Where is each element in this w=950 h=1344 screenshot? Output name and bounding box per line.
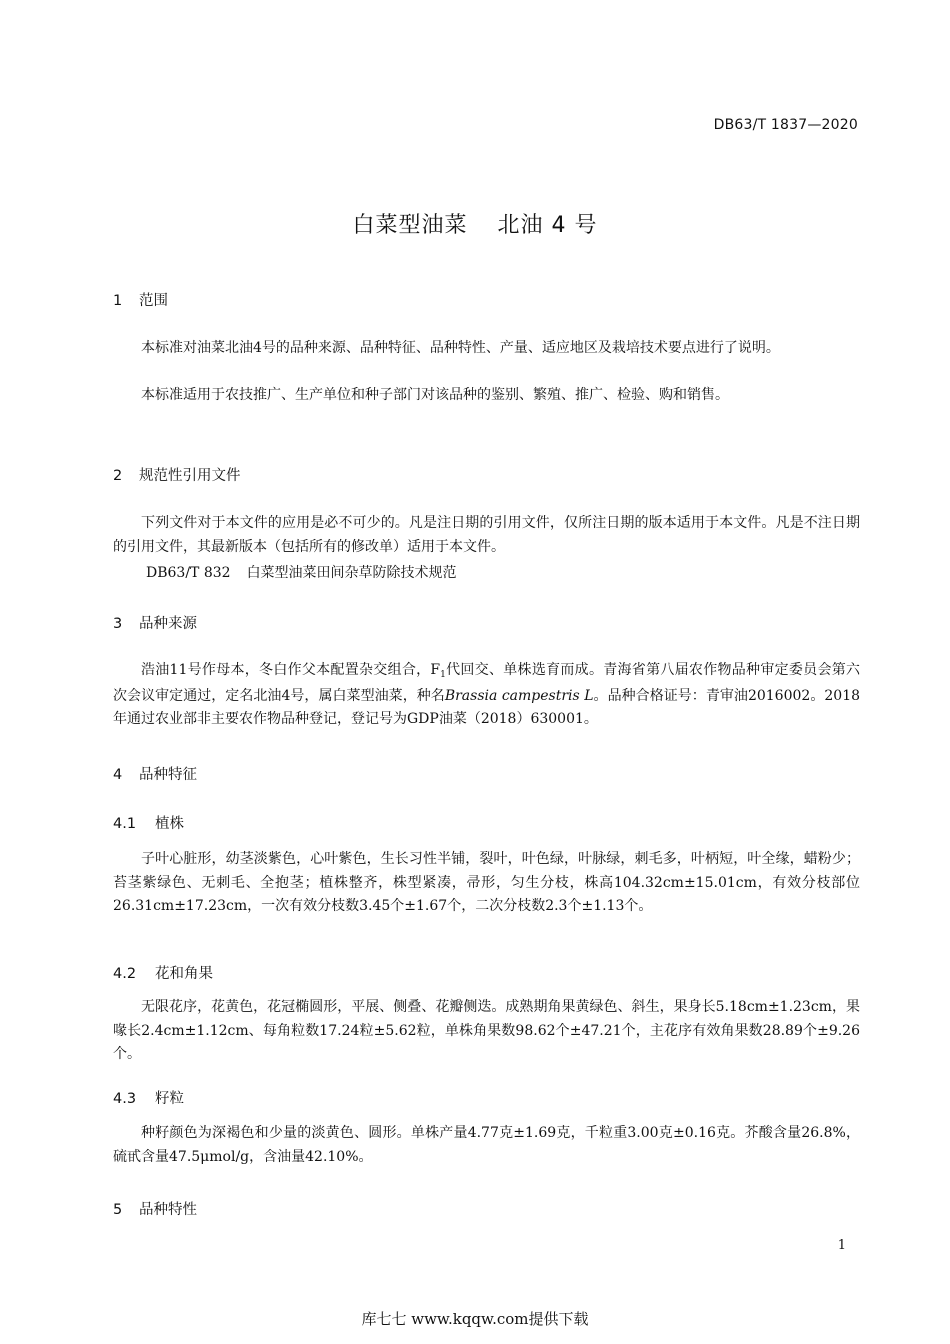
- section-title: 品种特性: [139, 1202, 197, 1218]
- document-title: [0, 208, 950, 239]
- title-part-1: 白菜型油菜: [352, 213, 468, 238]
- subsection-4-1-paragraph: 子叶心脏形，幼茎淡紫色，心叶紫色，生长习性半铺，裂叶，叶色绿，叶脉绿，刺毛多，叶柄短，叶全缘，蜡粉少；苔茎紫绿色、无刺毛、全抱茎；植株整齐，株型紧凑，帚形，匀生分枝，株高104.32cm±15.01cm，有效分枝部位26.31cm±17.23cm，一次有效分枝数3.45个±1.67个，二次分枝数2.3个±1.13个。: [113, 851, 860, 914]
- subsection-4-3-heading: [113, 1087, 184, 1108]
- subsection-4-1-heading: [113, 812, 184, 833]
- text-run: 。品种合格证号：青审油2016002。2018年通过农业部非主要农作物品种登记，登记号为GDP油菜（2018）630001。: [113, 687, 861, 727]
- section-title: 品种特征: [139, 767, 197, 783]
- section-2-paragraph: 下列文件对于本文件的应用是必不可少的。凡是注日期的引用文件，仅所注日期的版本适用于本文件。凡是不注日期的引用文件，其最新版本（包括所有的修改单）适用于本文件。: [113, 515, 860, 555]
- normative-reference: [146, 562, 457, 582]
- latin-species-name: Brassia campestris L: [444, 687, 594, 704]
- reference-title: 白菜型油菜田间杂草防除技术规范: [246, 565, 457, 581]
- subsection-number: 4.2: [113, 966, 137, 982]
- subscript: 1: [440, 670, 446, 680]
- subsection-title: 花和角果: [155, 966, 213, 982]
- subsection-4-2-paragraph: 无限花序，花黄色，花冠椭圆形，平展、侧叠、花瓣侧迭。成熟期角果黄绿色、斜生，果身长5.18cm±1.23cm，果喙长2.4cm±1.12cm、每角粒数17.24粒±5.62粒，单株角果数98.62个±47.21个，主花序有效角果数28.89个±9.26个。: [113, 999, 860, 1062]
- standard-number: DB63/T 1837—2020: [713, 117, 858, 133]
- reference-code: DB63/T 832: [146, 565, 231, 581]
- section-number: 4: [113, 767, 123, 783]
- download-footer: 库七七 www.kqqw.com提供下载: [361, 1310, 589, 1328]
- section-2-heading: [113, 464, 241, 485]
- section-number: 3: [113, 616, 123, 632]
- section-3-paragraph: [113, 659, 860, 732]
- section-1-heading: [113, 289, 168, 310]
- page-number: 1: [837, 1238, 846, 1253]
- text-run: 代回交、单株选育而成。青海省第八届农作物品种审定委员会第六次会议审定通过，定名北油4号，属白菜型油菜，种名: [113, 662, 861, 704]
- section-1-paragraph-2: 本标准适用于农技推广、生产单位和种子部门对该品种的鉴别、繁殖、推广、检验、购和销售。: [141, 387, 729, 403]
- subsection-4-2-heading: [113, 962, 213, 983]
- section-4-heading: [113, 763, 197, 784]
- section-5-heading: [113, 1198, 197, 1219]
- section-title: 品种来源: [139, 616, 197, 632]
- text-run: 浩油11号作母本，冬白作父本配置杂交组合，F: [141, 662, 441, 678]
- subsection-number: 4.3: [113, 1091, 137, 1107]
- section-3-heading: [113, 612, 197, 633]
- section-title: 规范性引用文件: [139, 468, 241, 484]
- section-number: 2: [113, 468, 123, 484]
- subsection-title: 植株: [155, 816, 184, 832]
- section-title: 范围: [139, 293, 168, 309]
- section-number: 1: [113, 293, 123, 309]
- subsection-number: 4.1: [113, 816, 137, 832]
- section-1-paragraph-1: 本标准对油菜北油4号的品种来源、品种特征、品种特性、产量、适应地区及栽培技术要点进行了说明。: [141, 340, 780, 356]
- section-number: 5: [113, 1202, 123, 1218]
- subsection-title: 籽粒: [155, 1091, 184, 1107]
- subsection-4-3-paragraph: 种籽颜色为深褐色和少量的淡黄色、圆形。单株产量4.77克±1.69克，千粒重3.00克±0.16克。芥酸含量26.8%，硫甙含量47.5μmol/g，含油量42.10%。: [113, 1125, 860, 1165]
- title-part-2: 北油 4 号: [497, 213, 598, 238]
